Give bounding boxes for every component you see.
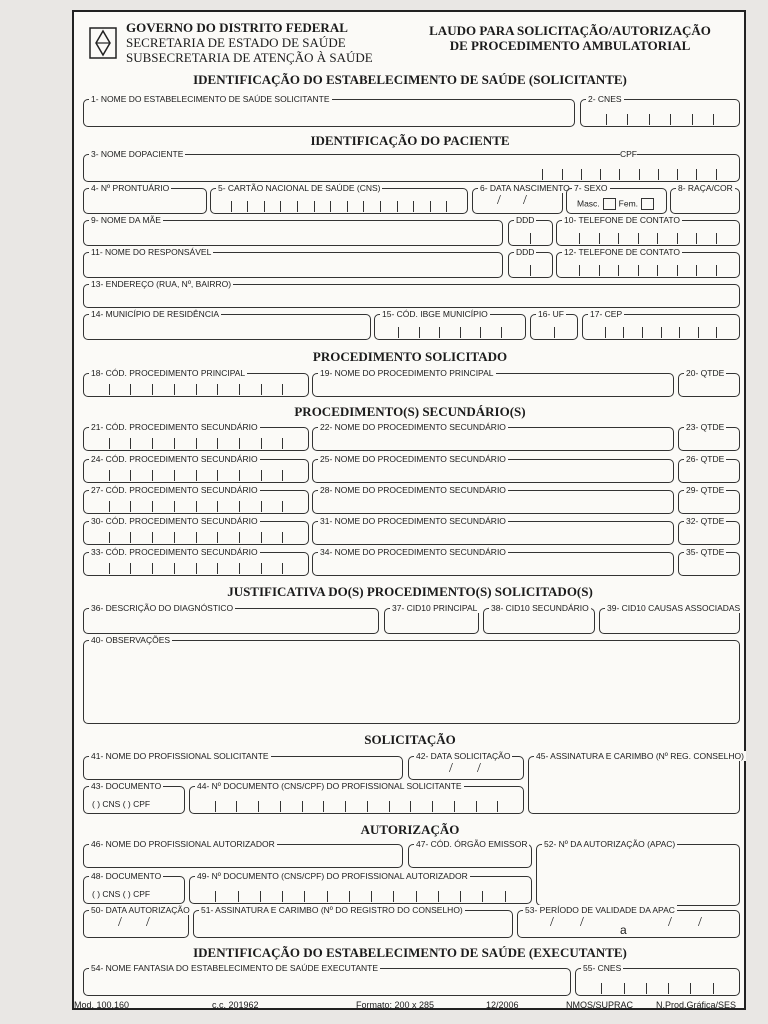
field-label: 52- Nº DA AUTORIZAÇÃO (APAC) <box>544 839 676 849</box>
field-label: 5- CARTÃO NACIONAL DE SAÚDE (CNS) <box>218 183 381 193</box>
issuer-line-2: SECRETARIA DE ESTADO DE SAÚDE <box>126 35 346 50</box>
authorizer-signature-field[interactable] <box>193 905 513 938</box>
cns-card-field[interactable] <box>210 183 468 214</box>
secondary-procedure-name-field[interactable] <box>312 516 674 545</box>
sex-field[interactable] <box>566 183 667 214</box>
field-label: 26- QTDE <box>686 454 725 464</box>
field-label: 31- NOME DO PROCEDIMENTO SECUNDÁRIO <box>320 516 506 526</box>
secondary-procedure-qty-field[interactable] <box>678 516 740 545</box>
authorizer-document-type-field[interactable] <box>83 871 185 904</box>
patient-name-field[interactable] <box>83 149 740 182</box>
cnes-field[interactable] <box>580 94 740 127</box>
field-label: 1- NOME DO ESTABELECIMENTO DE SAÚDE SOLICITANTE <box>91 94 330 104</box>
secondary-procedure-code-field[interactable] <box>83 422 309 451</box>
field-label: 42- DATA SOLICITAÇÃO <box>416 751 511 761</box>
female-checkbox[interactable] <box>641 198 654 210</box>
cid10-associated-field[interactable] <box>599 603 741 634</box>
field-label: 21- CÓD. PROCEDIMENTO SECUNDÁRIO <box>91 422 258 432</box>
field-label: 50- DATA AUTORIZAÇÃO <box>91 905 190 915</box>
field-label: 54- NOME FANTASIA DO ESTABELECIMENTO DE SAÚDE EXECUTANTE <box>91 963 379 973</box>
diagnosis-description-field[interactable] <box>83 603 379 634</box>
field-label: 41- NOME DO PROFISSIONAL SOLICITANTE <box>91 751 269 761</box>
secondary-procedure-name-field[interactable] <box>312 485 674 514</box>
birth-date-field[interactable]: 6- DATA NASCIMENTO / / <box>472 188 563 214</box>
footer-cc: c.c. 201962 <box>212 1000 259 1010</box>
field-label: 27- CÓD. PROCEDIMENTO SECUNDÁRIO <box>91 485 258 495</box>
field-label: 28- NOME DO PROCEDIMENTO SECUNDÁRIO <box>320 485 506 495</box>
municipality-field[interactable] <box>83 309 371 340</box>
section-title-request: SOLICITAÇÃO <box>364 732 456 747</box>
executing-cnes-field[interactable] <box>575 963 740 996</box>
field-label: 24- CÓD. PROCEDIMENTO SECUNDÁRIO <box>91 454 258 464</box>
male-label: Masc. <box>577 198 600 209</box>
cpf-option[interactable]: ( ) CPF <box>122 799 151 809</box>
field-label: 48- DOCUMENTO <box>91 871 162 881</box>
field-label: 8- RAÇA/COR <box>678 183 733 193</box>
mother-name-field[interactable] <box>83 215 503 246</box>
authorization-date-field[interactable]: 50- DATA AUTORIZAÇÃO / / <box>83 910 189 938</box>
issuer-block <box>126 20 373 65</box>
section-title-authorization: AUTORIZAÇÃO <box>360 822 460 837</box>
secondary-procedure-code-field[interactable] <box>83 547 309 576</box>
secondary-procedure-name-field[interactable] <box>312 547 674 576</box>
main-procedure-code-field[interactable] <box>83 368 309 397</box>
field-label: 10- TELEFONE DE CONTATO <box>564 215 681 225</box>
main-procedure-qty-field[interactable] <box>678 368 740 397</box>
field-label: DDD <box>516 247 535 257</box>
secondary-procedure-code-field[interactable] <box>83 454 309 483</box>
field-label: 49- Nº DOCUMENTO (CNS/CPF) DO PROFISSIONAL AUTORIZADOR <box>197 871 468 881</box>
field-label: 40- OBSERVAÇÕES <box>91 635 171 645</box>
main-procedure-name-field[interactable] <box>312 368 674 397</box>
zip-code-field[interactable] <box>582 309 740 340</box>
address-field[interactable] <box>83 279 740 308</box>
field-label: 3- NOME DOPACIENTE <box>91 149 184 159</box>
field-label: 18- CÓD. PROCEDIMENTO PRINCIPAL <box>91 368 246 378</box>
cpf-label: CPF <box>620 149 637 159</box>
cid10-secondary-field[interactable] <box>483 603 595 634</box>
footer-model: Mod. 100.160 <box>74 1000 130 1010</box>
issuer-line-3: SUBSECRETARIA DE ATENÇÃO À SAÚDE <box>126 50 373 65</box>
section-title-executing-facility: IDENTIFICAÇÃO DO ESTABELECIMENTO DE SAÚDE (EXECUTANTE) <box>193 945 627 960</box>
ddd-field-2[interactable] <box>508 247 553 278</box>
form-title-line-1: LAUDO PARA SOLICITAÇÃO/AUTORIZAÇÃO <box>429 23 711 38</box>
secondary-procedure-name-field[interactable] <box>312 422 674 451</box>
field-label: 33- CÓD. PROCEDIMENTO SECUNDÁRIO <box>91 547 258 557</box>
phone-field-2[interactable] <box>556 247 740 278</box>
field-label: 45- ASSINATURA E CARIMBO (Nº REG. CONSELHO) <box>536 751 744 761</box>
field-label: 20- QTDE <box>686 368 725 378</box>
cpf-option[interactable]: ( ) CPF <box>122 889 151 899</box>
requesting-professional-field[interactable] <box>83 751 403 780</box>
secondary-procedure-code-field[interactable] <box>83 516 309 545</box>
request-date-field[interactable]: 42- DATA SOLICITAÇÃO / / <box>408 756 524 780</box>
field-label: 6- DATA NASCIMENTO <box>480 183 570 193</box>
field-label: 43- DOCUMENTO <box>91 781 162 791</box>
footer-org: NMOS/SUPRAC <box>566 1000 634 1010</box>
race-field[interactable] <box>670 183 740 214</box>
requester-document-number-field[interactable] <box>189 781 524 814</box>
field-label: 9- NOME DA MÃE <box>91 215 161 225</box>
authorizing-professional-field[interactable] <box>83 839 403 868</box>
secondary-procedure-qty-field[interactable] <box>678 422 740 451</box>
footer-print: N.Prod.Gráfica/SES <box>656 1000 737 1010</box>
requester-signature-field[interactable] <box>528 751 744 814</box>
apac-number-field[interactable] <box>536 839 740 906</box>
field-label: 46- NOME DO PROFISSIONAL AUTORIZADOR <box>91 839 275 849</box>
field-label: DDD <box>516 215 535 225</box>
field-label: 47- CÓD. ÓRGÃO EMISSOR <box>416 839 528 849</box>
field-label: 19- NOME DO PROCEDIMENTO PRINCIPAL <box>320 368 494 378</box>
period-separator: a <box>620 923 627 937</box>
apac-validity-field[interactable]: 53- PERÍODO DE VALIDADE DA APAC / / a / / <box>517 910 740 938</box>
secondary-procedure-qty-field[interactable] <box>678 485 740 514</box>
field-label: 2- CNES <box>588 94 622 104</box>
footer-date: 12/2006 <box>486 1000 519 1010</box>
field-label: 25- NOME DO PROCEDIMENTO SECUNDÁRIO <box>320 454 506 464</box>
field-label: 35- QTDE <box>686 547 725 557</box>
secondary-procedure-code-field[interactable] <box>83 485 309 514</box>
field-label: 36- DESCRIÇÃO DO DIAGNÓSTICO <box>91 603 234 613</box>
executing-facility-name-field[interactable] <box>83 963 571 996</box>
section-title-requested-procedure: PROCEDIMENTO SOLICITADO <box>312 349 508 364</box>
field-label: 13- ENDEREÇO (RUA, Nº, BAIRRO) <box>91 279 232 289</box>
cns-option[interactable]: ( ) CNS <box>92 799 121 809</box>
secondary-procedure-qty-field[interactable] <box>678 547 740 576</box>
secondary-procedure-qty-field[interactable] <box>678 454 740 483</box>
guardian-name-field[interactable] <box>83 247 503 278</box>
field-label: 17- CEP <box>590 309 623 319</box>
df-coat-of-arms-icon <box>88 26 118 60</box>
field-label: 4- Nº PRONTUÁRIO <box>91 183 170 193</box>
observations-field[interactable] <box>83 635 740 724</box>
requester-document-type-field[interactable] <box>83 781 185 814</box>
field-label: 32- QTDE <box>686 516 725 526</box>
state-field[interactable] <box>530 309 578 340</box>
footer-format: Formato: 200 x 285 <box>356 1000 435 1010</box>
issuer-line-1: GOVERNO DO DISTRITO FEDERAL <box>126 20 348 35</box>
form-title <box>420 23 720 53</box>
field-label: 55- CNES <box>583 963 622 973</box>
cid10-main-field[interactable] <box>384 603 479 634</box>
field-label: 14- MUNICÍPIO DE RESIDÊNCIA <box>91 309 219 319</box>
facility-name-field[interactable] <box>83 94 575 127</box>
phone-field-1[interactable] <box>556 215 740 246</box>
field-label: 22- NOME DO PROCEDIMENTO SECUNDÁRIO <box>320 422 506 432</box>
medical-record-field[interactable] <box>83 183 207 214</box>
field-label: 11- NOME DO RESPONSÁVEL <box>91 247 212 257</box>
ibge-code-field[interactable] <box>374 309 526 340</box>
field-label: 7- SEXO <box>574 183 608 193</box>
field-label: 23- QTDE <box>686 422 725 432</box>
secondary-procedure-name-field[interactable] <box>312 454 674 483</box>
male-checkbox[interactable] <box>603 198 616 210</box>
section-title-justification: JUSTIFICATIVA DO(S) PROCEDIMENTO(S) SOLICITADO(S) <box>227 584 593 599</box>
female-label: Fem. <box>618 198 639 209</box>
authorizer-document-number-field[interactable] <box>189 871 532 904</box>
field-label: 34- NOME DO PROCEDIMENTO SECUNDÁRIO <box>320 547 506 557</box>
cns-option[interactable]: ( ) CNS <box>92 889 121 899</box>
form-title-line-2: DE PROCEDIMENTO AMBULATORIAL <box>449 38 691 53</box>
field-label: 51- ASSINATURA E CARIMBO (Nº DO REGISTRO DO CONSELHO) <box>201 905 463 915</box>
field-label: 53- PERÍODO DE VALIDADE DA APAC <box>525 905 675 915</box>
field-label: 30- CÓD. PROCEDIMENTO SECUNDÁRIO <box>91 516 258 526</box>
field-label: 29- QTDE <box>686 485 725 495</box>
field-label: 39- CID10 CAUSAS ASSOCIADAS <box>607 603 741 613</box>
field-label: 38- CID10 SECUNDÁRIO <box>491 603 589 613</box>
field-label: 37- CID10 PRINCIPAL <box>392 603 478 613</box>
form-header <box>80 14 740 70</box>
section-title-patient: IDENTIFICAÇÃO DO PACIENTE <box>310 133 510 148</box>
issuing-body-code-field[interactable] <box>408 839 532 868</box>
section-title-requesting-facility: IDENTIFICAÇÃO DO ESTABELECIMENTO DE SAÚDE (SOLICITANTE) <box>193 72 627 87</box>
field-label: 16- UF <box>538 309 564 319</box>
field-label: 15- CÓD. IBGE MUNICÍPIO <box>382 309 488 319</box>
field-label: 12- TELEFONE DE CONTATO <box>564 247 681 257</box>
field-label: 44- Nº DOCUMENTO (CNS/CPF) DO PROFISSIONAL SOLICITANTE <box>197 781 462 791</box>
ddd-field-1[interactable] <box>508 215 553 246</box>
section-title-secondary-procedures: PROCEDIMENTO(S) SECUNDÁRIO(S) <box>294 404 526 419</box>
